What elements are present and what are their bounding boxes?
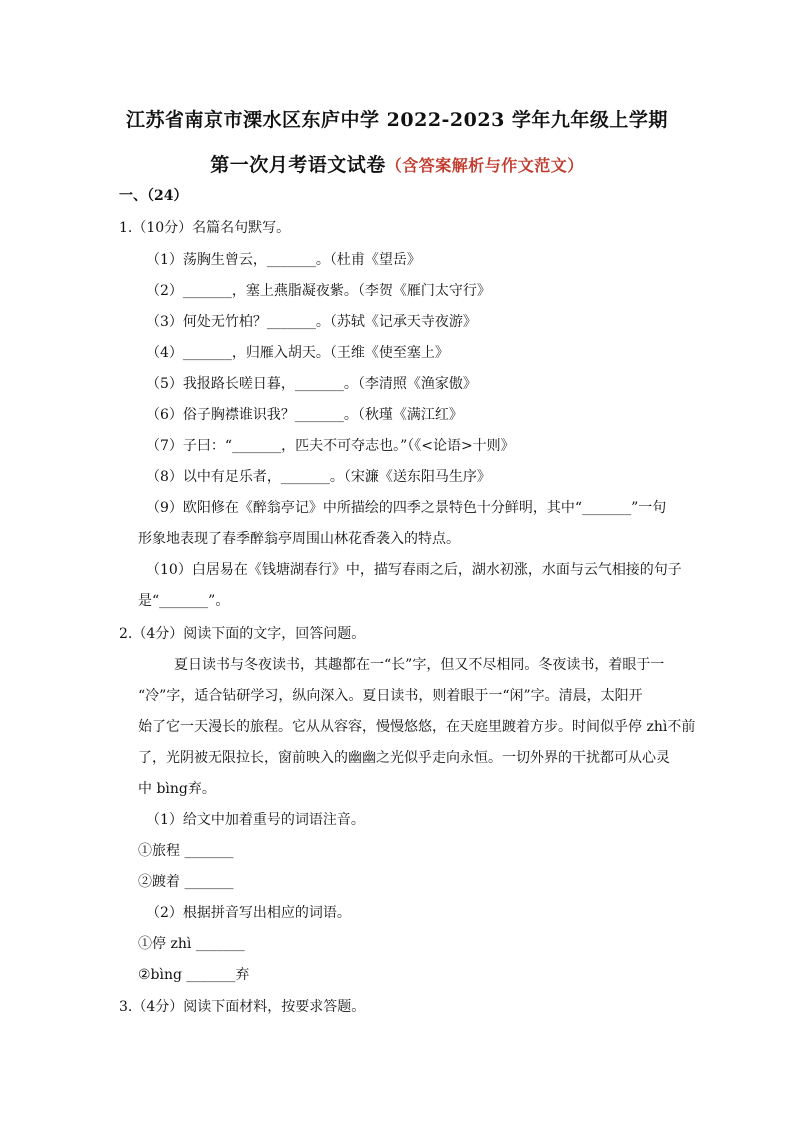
title-main: 第一次月考语文试卷 [210, 154, 386, 176]
q1-item: （3）何处无竹柏？_______。（苏轼《记承天寺夜游》 [146, 314, 477, 330]
q2-passage-line: 中 bìng弃。 [138, 781, 216, 797]
q1-item: （4）_______，归雁入胡天。（王维《使至塞上》 [146, 345, 449, 361]
q1-item: （5）我报路长嗟日暮，_______。（李清照《渔家傲》 [146, 376, 477, 392]
q1-item-continued: 是“_______”。 [138, 593, 230, 609]
q2-sub2-b: ②bìng _______弃 [138, 967, 250, 983]
q2-sub2-a: ①停 zhì _______ [138, 936, 245, 952]
q1-header: 1.（10分）名篇名句默写。 [119, 220, 291, 236]
q3-header: 3.（4分）阅读下面材料，按要求答题。 [119, 999, 366, 1015]
q1-item: （10）白居易在《钱塘湖春行》中，描写春雨之后，湖水初涨，水面与云气相接的句子 [146, 562, 682, 578]
q2-sub1-a: ①旅程 _______ [138, 843, 234, 859]
title-note: （含答案解析与作文范文） [385, 156, 584, 175]
q1-item: （7）子曰：“_______，匹夫不可夺志也。”（《<论语>十则》 [146, 438, 515, 454]
q2-passage-line: “冷”字，适合钻研学习，纵向深入。夏日读书，则着眼于一“闲”字。清晨，太阳开 [138, 688, 643, 704]
q1-item: （8）以中有足乐者，_______。（宋濂《送东阳马生序》 [146, 469, 491, 485]
q1-item: （1）荡胸生曾云，_______。（杜甫《望岳》 [146, 252, 421, 268]
q2-sub1-b: ②踱着 _______ [138, 874, 234, 890]
q1-item: （9）欧阳修在《醉翁亭记》中所描绘的四季之景特色十分鲜明，其中“_______”一句 [146, 500, 667, 516]
q1-item: （6）俗子胸襟谁识我？_______。（秋瑾《满江红》 [146, 407, 463, 423]
q2-sub2: （2）根据拼音写出相应的词语。 [146, 905, 351, 921]
q2-passage-line: 始了它一天漫长的旅程。它从从容容，慢慢悠悠，在天庭里踱着方步。时间似乎停 zhì不前 [138, 719, 696, 735]
section-heading: 一、（24） [119, 188, 188, 204]
q2-header: 2.（4分）阅读下面的文字，回答问题。 [119, 626, 366, 642]
q1-item: （2）_______，塞上燕脂凝夜紫。（李贺《雁门太守行》 [146, 283, 491, 299]
q2-sub1: （1）给文中加着重号的词语注音。 [146, 812, 365, 828]
q1-item-continued: 形象地表现了春季醉翁亭周围山林花香袭入的特点。 [138, 531, 460, 547]
q2-passage-line: 夏日读书与冬夜读书，其趣都在一“长”字，但又不尽相同。冬夜读书，着眼于一 [174, 657, 665, 673]
title-line-2 [0, 150, 794, 177]
q2-passage-line: 了，光阴被无限拉长，窗前映入的幽幽之光似乎走向永恒。一切外界的干扰都可从心灵 [138, 750, 670, 766]
title-line-1: 江苏省南京市溧水区东庐中学 2022-2023 学年九年级上学期 [126, 109, 668, 131]
